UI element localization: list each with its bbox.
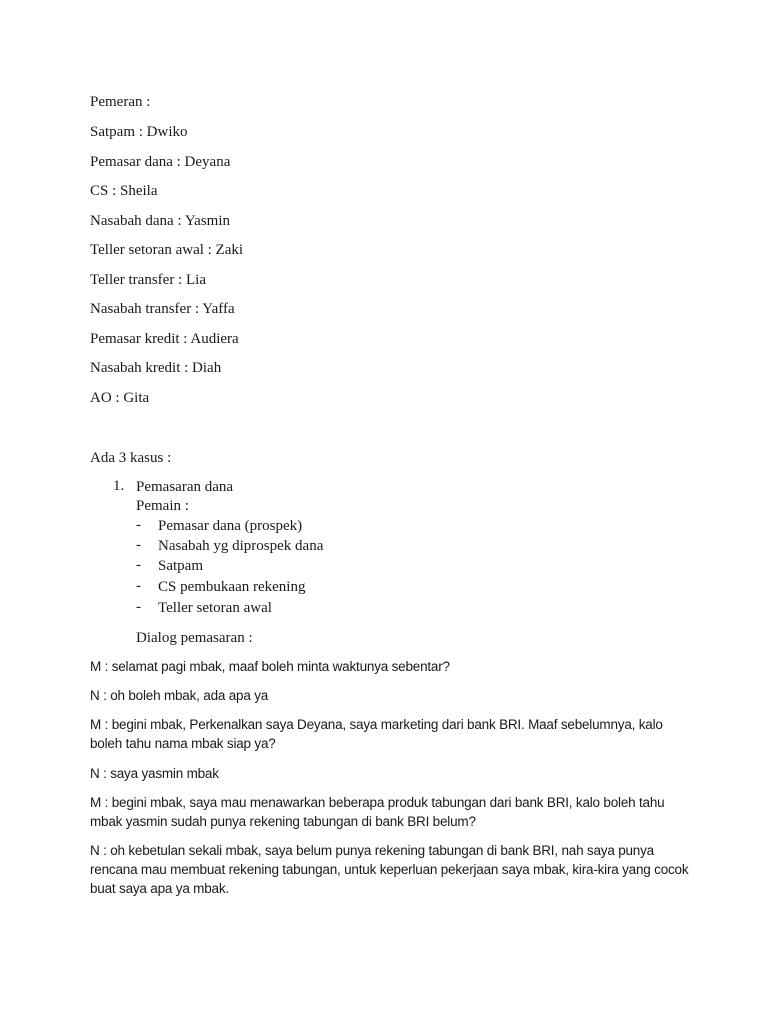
- case-title: Pemasaran dana: [136, 479, 234, 495]
- cast-heading: Pemeran :: [90, 94, 151, 110]
- cast-item: Pemasar kredit : Audiera: [90, 331, 239, 347]
- dialog-label: Dialog pemasaran :: [136, 630, 253, 646]
- dash-bullet: -: [136, 578, 141, 594]
- cast-item: Teller transfer : Lia: [90, 272, 206, 288]
- cast-item: Nasabah kredit : Diah: [90, 360, 222, 376]
- dash-bullet: -: [136, 517, 141, 533]
- cast-item: Satpam : Dwiko: [90, 124, 188, 140]
- cast-item: Nasabah dana : Yasmin: [90, 213, 230, 229]
- cast-item: AO : Gita: [90, 390, 150, 406]
- player-label: Pemasar dana (prospek): [158, 518, 303, 534]
- player-label: Teller setoran awal: [158, 600, 272, 616]
- player-label: CS pembukaan rekening: [158, 579, 306, 595]
- dialog-line: N : saya yasmin mbak: [90, 766, 219, 781]
- dialog-line: M : begini mbak, saya mau menawarkan beberapa produk tabungan dari bank BRI, kalo boleh tahu mbak yasmin sudah punya rekening tabungan di bank BRI belum?: [90, 795, 665, 829]
- dash-bullet: -: [136, 557, 141, 573]
- dialog-line: M : begini mbak, Perkenalkan saya Deyana, saya marketing dari bank BRI. Maaf sebelumnya, kalo boleh tahu nama mbak siap ya?: [90, 717, 663, 751]
- list-item: [0, 578, 768, 598]
- cases-heading: Ada 3 kasus :: [90, 450, 172, 466]
- dialog-line: N : oh boleh mbak, ada apa ya: [90, 688, 269, 703]
- players-label: Pemain :: [136, 498, 189, 514]
- cast-item: Pemasar dana : Deyana: [90, 154, 231, 170]
- list-item: [0, 599, 768, 619]
- cast-item: Teller setoran awal : Zaki: [90, 242, 244, 258]
- player-label: Satpam: [158, 558, 203, 574]
- dash-bullet: -: [136, 537, 141, 553]
- dialog-line: N : oh kebetulan sekali mbak, saya belum punya rekening tabungan di bank BRI, nah saya punya rencana mau membuat rekening tabungan, untuk keperluan pekerjaan saya mbak, kira-kira yang cocok buat saya apa ya mbak.: [90, 843, 689, 896]
- list-item: [0, 517, 768, 537]
- list-item: [0, 557, 768, 577]
- dialog-line: M : selamat pagi mbak, maaf boleh minta waktunya sebentar?: [90, 659, 450, 674]
- case-number: 1.: [113, 478, 125, 494]
- case-item-1: [0, 478, 768, 498]
- dash-bullet: -: [136, 599, 141, 615]
- cast-item: CS : Sheila: [90, 183, 158, 199]
- cast-item: Nasabah transfer : Yaffa: [90, 301, 235, 317]
- list-item: [0, 537, 768, 557]
- player-label: Nasabah yg diprospek dana: [158, 538, 324, 554]
